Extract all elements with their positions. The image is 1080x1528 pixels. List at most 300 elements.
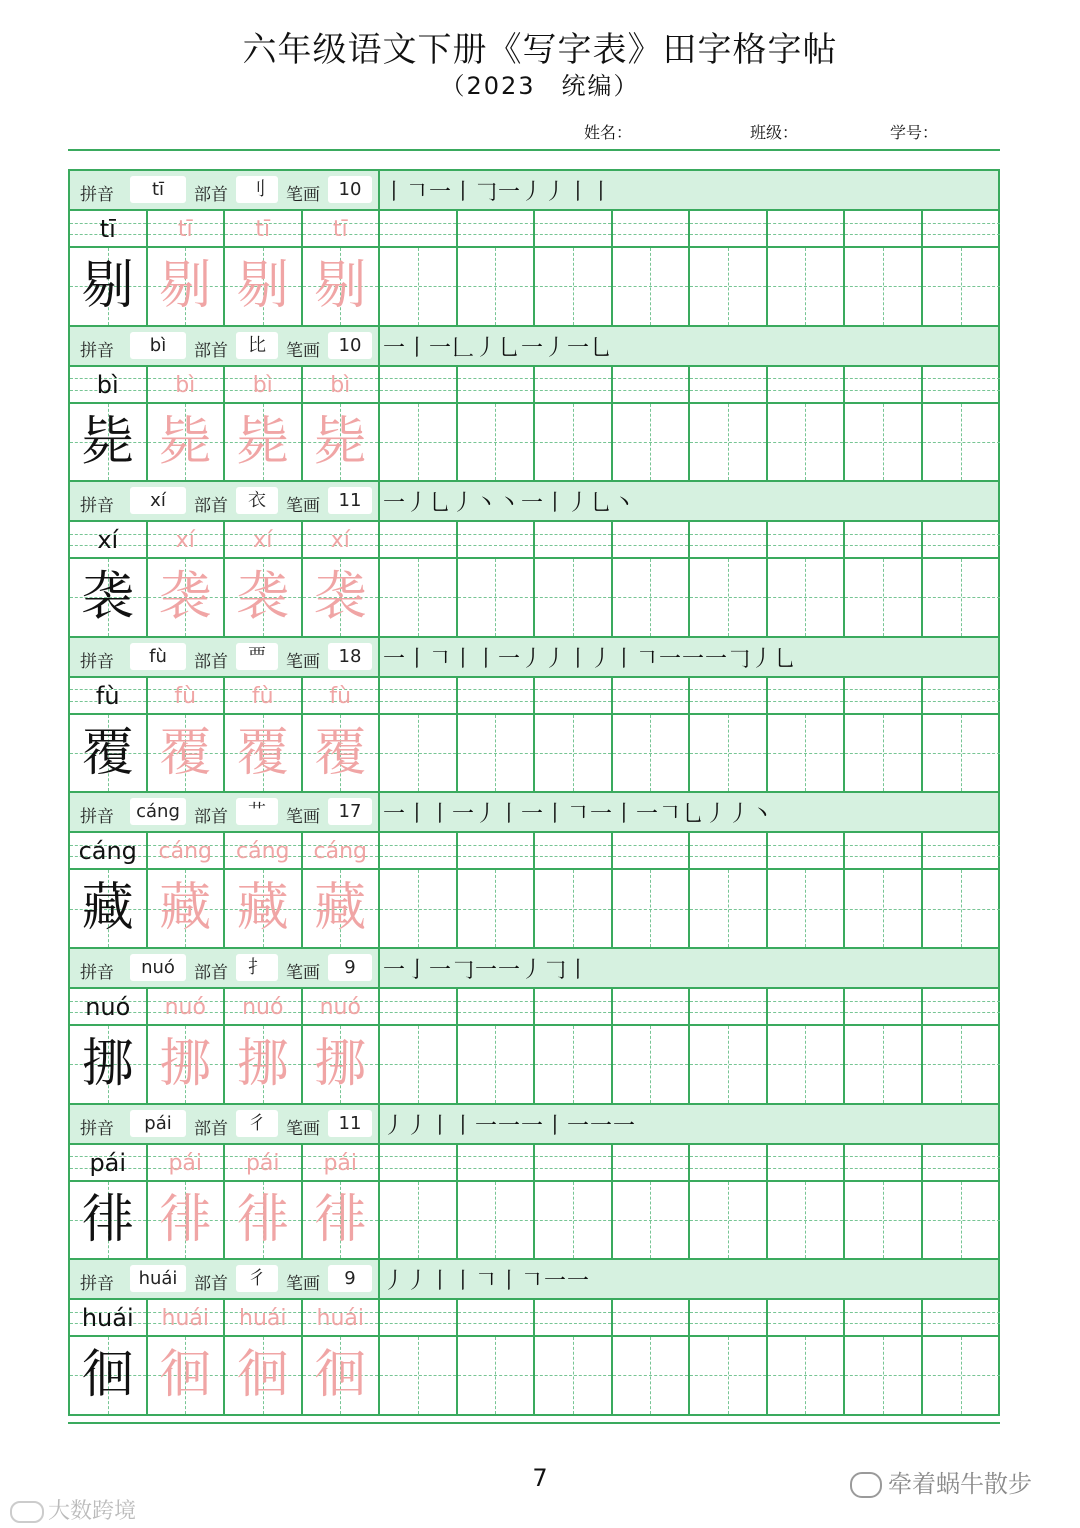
tianzige-blank-cell[interactable]: [768, 715, 846, 792]
tianzige-blank-cell[interactable]: [458, 248, 536, 325]
pinyin-trace-cell: [303, 522, 381, 557]
character-block: [68, 1105, 1000, 1261]
character-info-bar: [70, 638, 998, 678]
pinyin-blank-cell[interactable]: [458, 833, 536, 868]
tianzige-blank-cell[interactable]: [613, 715, 691, 792]
stroke-count-value: 10: [328, 176, 372, 203]
pinyin-label: 拼音: [80, 1274, 114, 1295]
tianzige-blank-cell[interactable]: [923, 715, 1001, 792]
watermark-left: [10, 1494, 136, 1525]
pinyin-label: 拼音: [80, 496, 114, 517]
watermark-right-text: 牵着蜗牛散步: [888, 1470, 1032, 1498]
pinyin-trace-cell: [303, 1300, 381, 1335]
character-block: [68, 171, 1000, 327]
watermark-left-text: 大数跨境: [48, 1499, 137, 1524]
pinyin-trace-cell: [148, 833, 226, 868]
tianzige-blank-cell[interactable]: [380, 1026, 458, 1103]
pinyin-practice-row: [70, 211, 998, 248]
pinyin-blank-cell[interactable]: [845, 1300, 923, 1335]
pinyin-blank-cell[interactable]: [923, 678, 1001, 713]
pinyin-value: fù: [130, 643, 186, 670]
hanzi-trace: 覆: [236, 722, 289, 783]
stroke-order-sequence: [383, 797, 774, 828]
hanzi-trace: 徊: [159, 1345, 212, 1406]
tianzige-blank-cell[interactable]: [923, 559, 1001, 636]
hanzi-trace-cell: [303, 404, 381, 481]
tianzige-blank-cell[interactable]: [535, 248, 613, 325]
pinyin-trace: tī: [177, 217, 193, 242]
hanzi-model: 挪: [81, 1033, 134, 1094]
pinyin-trace: nuó: [242, 994, 284, 1020]
pinyin-blank-cell[interactable]: [458, 1300, 536, 1335]
tianzige-blank-cell[interactable]: [535, 715, 613, 792]
pinyin-blank-cell[interactable]: [923, 989, 1001, 1024]
tianzige-blank-cell[interactable]: [923, 248, 1001, 325]
info-panel: [70, 638, 380, 676]
pinyin-trace-cell: [225, 1145, 303, 1180]
hanzi-model: 徘: [81, 1189, 134, 1250]
pinyin-trace-cell: [225, 522, 303, 557]
header-divider: [68, 149, 1000, 151]
pinyin-trace: fù: [251, 683, 274, 709]
watermark-right: [850, 1464, 1032, 1499]
hanzi-trace: 徘: [159, 1189, 212, 1250]
hanzi-model-cell: [70, 870, 148, 947]
tianzige-blank-cell[interactable]: [690, 1182, 768, 1259]
stroke-order-text: 一亅一𠃌一一丿𠃌丨: [383, 957, 591, 983]
pinyin-blank-cell[interactable]: [845, 367, 923, 402]
tianzige-blank-cell[interactable]: [458, 404, 536, 481]
pinyin-blank-cell[interactable]: [845, 678, 923, 713]
pinyin-blank-cell[interactable]: [535, 678, 613, 713]
pinyin-blank-cell[interactable]: [380, 1300, 458, 1335]
strokes-label: 笔画: [286, 340, 320, 361]
tianzige-blank-cell[interactable]: [923, 1182, 1001, 1259]
hanzi-trace-cell: [225, 248, 303, 325]
tianzige-blank-cell[interactable]: [923, 870, 1001, 947]
pinyin-blank-cell[interactable]: [845, 522, 923, 557]
pinyin-model: cáng: [78, 837, 137, 866]
class-field-label: 班级：: [750, 123, 799, 142]
hanzi-trace: 徘: [236, 1189, 289, 1250]
hanzi-model: 毙: [81, 411, 134, 472]
weibo-icon: [10, 1501, 44, 1523]
pinyin-value: huái: [130, 1265, 186, 1292]
tianzige-blank-cell[interactable]: [768, 870, 846, 947]
pinyin-trace: nuó: [319, 994, 361, 1020]
tianzige-blank-cell[interactable]: [458, 1337, 536, 1414]
stroke-order-sequence: [383, 642, 797, 673]
pinyin-trace-cell: [303, 1145, 381, 1180]
tianzige-blank-cell[interactable]: [768, 248, 846, 325]
strokes-label: 笔画: [286, 1118, 320, 1139]
pinyin-trace-cell: [303, 211, 381, 246]
page-number: 7: [532, 1464, 548, 1492]
pinyin-blank-cell[interactable]: [613, 989, 691, 1024]
pinyin-blank-cell[interactable]: [845, 211, 923, 246]
tianzige-blank-cell[interactable]: [380, 1337, 458, 1414]
character-info-bar: [70, 949, 998, 989]
pinyin-blank-cell[interactable]: [845, 833, 923, 868]
hanzi-trace: 徊: [314, 1345, 367, 1406]
pinyin-trace-cell: [148, 678, 226, 713]
tianzige-blank-cell[interactable]: [380, 404, 458, 481]
stroke-order-sequence: [383, 953, 590, 984]
tianzige-blank-cell[interactable]: [380, 248, 458, 325]
tianzige-blank-cell[interactable]: [845, 248, 923, 325]
tianzige-blank-cell[interactable]: [845, 1182, 923, 1259]
pinyin-trace-cell: [148, 1145, 226, 1180]
tianzige-blank-cell[interactable]: [613, 1026, 691, 1103]
tianzige-blank-cell[interactable]: [690, 1026, 768, 1103]
practice-sheet: [68, 169, 1000, 1424]
hanzi-trace: 徊: [236, 1345, 289, 1406]
pinyin-trace-cell: [303, 989, 381, 1024]
character-practice-row: [70, 1026, 998, 1105]
pinyin-blank-cell[interactable]: [923, 833, 1001, 868]
pinyin-trace-cell: [225, 833, 303, 868]
pinyin-trace: cáng: [158, 839, 212, 865]
pinyin-blank-cell[interactable]: [690, 678, 768, 713]
pinyin-blank-cell[interactable]: [768, 833, 846, 868]
pinyin-blank-cell[interactable]: [458, 522, 536, 557]
tianzige-blank-cell[interactable]: [845, 1026, 923, 1103]
pinyin-blank-cell[interactable]: [690, 1145, 768, 1180]
pinyin-trace: xí: [253, 528, 273, 554]
pinyin-blank-cell[interactable]: [768, 989, 846, 1024]
tianzige-blank-cell[interactable]: [690, 248, 768, 325]
pinyin-blank-cell[interactable]: [458, 678, 536, 713]
pinyin-blank-cell[interactable]: [690, 989, 768, 1024]
pinyin-blank-cell[interactable]: [613, 1145, 691, 1180]
hanzi-trace-cell: [303, 1337, 381, 1414]
pinyin-blank-cell[interactable]: [458, 989, 536, 1024]
tianzige-blank-cell[interactable]: [690, 1337, 768, 1414]
character-block: [68, 327, 1000, 483]
tianzige-blank-cell[interactable]: [535, 870, 613, 947]
tianzige-blank-cell[interactable]: [535, 1182, 613, 1259]
pinyin-blank-cell[interactable]: [535, 367, 613, 402]
hanzi-trace-cell: [225, 715, 303, 792]
hanzi-trace: 藏: [236, 878, 289, 939]
character-info-bar: [70, 1260, 998, 1300]
tianzige-blank-cell[interactable]: [690, 715, 768, 792]
hanzi-trace-cell: [225, 559, 303, 636]
tianzige-blank-cell[interactable]: [768, 1026, 846, 1103]
pinyin-trace: bì: [330, 372, 351, 398]
pinyin-model-cell: [70, 211, 148, 246]
hanzi-trace: 袭: [236, 567, 289, 628]
pinyin-practice-row: [70, 678, 998, 715]
hanzi-model-cell: [70, 1337, 148, 1414]
hanzi-model-cell: [70, 559, 148, 636]
hanzi-trace: 挪: [159, 1033, 212, 1094]
character-practice-row: [70, 248, 998, 327]
tianzige-blank-cell[interactable]: [845, 559, 923, 636]
hanzi-trace: 徘: [314, 1189, 367, 1250]
pinyin-model: pái: [89, 1148, 127, 1177]
hanzi-trace: 袭: [314, 567, 367, 628]
tianzige-blank-cell[interactable]: [613, 404, 691, 481]
pinyin-model: bì: [96, 370, 119, 399]
pinyin-blank-cell[interactable]: [768, 1300, 846, 1335]
character-info-bar: [70, 793, 998, 833]
radical-label: 部首: [194, 340, 228, 361]
info-panel: [70, 171, 380, 209]
hanzi-model-cell: [70, 404, 148, 481]
hanzi-trace-cell: [148, 404, 226, 481]
hanzi-trace: 藏: [159, 878, 212, 939]
info-panel: [70, 949, 380, 987]
tianzige-blank-cell[interactable]: [380, 870, 458, 947]
pinyin-blank-cell[interactable]: [690, 211, 768, 246]
tianzige-blank-cell[interactable]: [690, 870, 768, 947]
stroke-count-value: 11: [328, 487, 372, 514]
pinyin-blank-cell[interactable]: [923, 1300, 1001, 1335]
pinyin-blank-cell[interactable]: [535, 211, 613, 246]
pinyin-trace: cáng: [313, 839, 367, 865]
hanzi-trace-cell: [148, 715, 226, 792]
pinyin-trace: huái: [316, 1306, 364, 1332]
pinyin-blank-cell[interactable]: [535, 1145, 613, 1180]
info-panel: [70, 1105, 380, 1143]
pinyin-blank-cell[interactable]: [768, 1145, 846, 1180]
tianzige-blank-cell[interactable]: [845, 404, 923, 481]
character-practice-row: [70, 404, 998, 483]
tianzige-blank-cell[interactable]: [458, 1026, 536, 1103]
pinyin-blank-cell[interactable]: [768, 367, 846, 402]
tianzige-blank-cell[interactable]: [613, 870, 691, 947]
pinyin-blank-cell[interactable]: [690, 833, 768, 868]
tianzige-blank-cell[interactable]: [380, 1182, 458, 1259]
pinyin-blank-cell[interactable]: [690, 522, 768, 557]
tianzige-blank-cell[interactable]: [768, 1337, 846, 1414]
pinyin-label: 拼音: [80, 962, 114, 983]
pinyin-model-cell: [70, 1300, 148, 1335]
pinyin-value: xí: [130, 487, 186, 514]
pinyin-blank-cell[interactable]: [380, 1145, 458, 1180]
tianzige-blank-cell[interactable]: [690, 404, 768, 481]
pinyin-value: tī: [130, 176, 186, 203]
tianzige-blank-cell[interactable]: [380, 715, 458, 792]
wechat-icon: [850, 1472, 882, 1498]
hanzi-model: 藏: [81, 878, 134, 939]
hanzi-trace-cell: [303, 1182, 381, 1259]
stroke-order-text: 一丨𠃍丨丨一丿丿丨丿丨𠃍一一一𠃌丿乚: [383, 646, 798, 672]
tianzige-blank-cell[interactable]: [380, 559, 458, 636]
tianzige-blank-cell[interactable]: [923, 1026, 1001, 1103]
pinyin-model: huái: [81, 1304, 134, 1333]
radical-label: 部首: [194, 185, 228, 205]
pinyin-blank-cell[interactable]: [535, 1300, 613, 1335]
pinyin-practice-row: [70, 522, 998, 559]
pinyin-trace-cell: [303, 367, 381, 402]
hanzi-trace: 藏: [314, 878, 367, 939]
stroke-order-sequence: [383, 175, 613, 206]
hanzi-model: 剔: [81, 256, 134, 316]
tianzige-blank-cell[interactable]: [535, 559, 613, 636]
hanzi-model: 袭: [81, 567, 134, 628]
tianzige-blank-cell[interactable]: [535, 404, 613, 481]
pinyin-blank-cell[interactable]: [380, 211, 458, 246]
pinyin-blank-cell[interactable]: [458, 211, 536, 246]
pinyin-trace-cell: [148, 989, 226, 1024]
tianzige-blank-cell[interactable]: [768, 404, 846, 481]
hanzi-trace-cell: [303, 248, 381, 325]
pinyin-blank-cell[interactable]: [613, 833, 691, 868]
radical-value: 扌: [236, 954, 278, 981]
tianzige-blank-cell[interactable]: [768, 1182, 846, 1259]
character-block: [68, 793, 1000, 949]
character-practice-row: [70, 1337, 998, 1416]
character-practice-row: [70, 715, 998, 794]
pinyin-value: cáng: [130, 798, 186, 825]
pinyin-blank-cell[interactable]: [613, 678, 691, 713]
tianzige-blank-cell[interactable]: [458, 559, 536, 636]
hanzi-trace: 覆: [314, 722, 367, 783]
hanzi-trace-cell: [148, 1182, 226, 1259]
radical-value: 比: [236, 332, 278, 359]
pinyin-model-cell: [70, 1145, 148, 1180]
tianzige-blank-cell[interactable]: [613, 1337, 691, 1414]
hanzi-model: 徊: [81, 1345, 134, 1406]
pinyin-blank-cell[interactable]: [380, 678, 458, 713]
radical-label: 部首: [194, 1118, 228, 1139]
pinyin-trace-cell: [225, 367, 303, 402]
pinyin-blank-cell[interactable]: [690, 367, 768, 402]
character-block: [68, 482, 1000, 638]
hanzi-trace: 挪: [314, 1033, 367, 1094]
pinyin-trace: pái: [168, 1150, 203, 1176]
pinyin-blank-cell[interactable]: [845, 1145, 923, 1180]
tianzige-blank-cell[interactable]: [923, 1337, 1001, 1414]
pinyin-blank-cell[interactable]: [380, 989, 458, 1024]
pinyin-trace: fù: [329, 683, 352, 709]
tianzige-blank-cell[interactable]: [458, 870, 536, 947]
pinyin-trace-cell: [225, 989, 303, 1024]
pinyin-blank-cell[interactable]: [458, 1145, 536, 1180]
tianzige-blank-cell[interactable]: [613, 559, 691, 636]
hanzi-trace-cell: [225, 870, 303, 947]
strokes-label: 笔画: [286, 807, 320, 828]
pinyin-label: 拼音: [80, 1118, 114, 1139]
pinyin-trace-cell: [225, 211, 303, 246]
pinyin-blank-cell[interactable]: [613, 522, 691, 557]
hanzi-trace: 剔: [159, 256, 212, 316]
radical-value: 覀: [236, 643, 278, 670]
stroke-order-sequence: [383, 486, 636, 517]
pinyin-blank-cell[interactable]: [768, 678, 846, 713]
tianzige-blank-cell[interactable]: [535, 1026, 613, 1103]
hanzi-trace-cell: [303, 1026, 381, 1103]
hanzi-trace-cell: [303, 559, 381, 636]
hanzi-trace-cell: [225, 1026, 303, 1103]
pinyin-value: nuó: [130, 954, 186, 981]
hanzi-model: 覆: [81, 722, 134, 783]
tianzige-blank-cell[interactable]: [535, 1337, 613, 1414]
tianzige-blank-cell[interactable]: [458, 715, 536, 792]
tianzige-blank-cell[interactable]: [845, 870, 923, 947]
pinyin-model: nuó: [85, 992, 131, 1021]
pinyin-blank-cell[interactable]: [613, 211, 691, 246]
pinyin-practice-row: [70, 989, 998, 1026]
pinyin-blank-cell[interactable]: [380, 833, 458, 868]
pinyin-blank-cell[interactable]: [613, 1300, 691, 1335]
pinyin-blank-cell[interactable]: [923, 367, 1001, 402]
pinyin-trace: bì: [175, 372, 196, 398]
pinyin-trace-cell: [148, 1300, 226, 1335]
pinyin-blank-cell[interactable]: [380, 367, 458, 402]
pinyin-blank-cell[interactable]: [535, 989, 613, 1024]
strokes-label: 笔画: [286, 496, 320, 517]
radical-value: 彳: [236, 1265, 278, 1292]
hanzi-trace: 剔: [236, 256, 289, 316]
tianzige-blank-cell[interactable]: [768, 559, 846, 636]
strokes-label: 笔画: [286, 651, 320, 672]
character-info-bar: [70, 1105, 998, 1145]
pinyin-blank-cell[interactable]: [923, 1145, 1001, 1180]
pinyin-blank-cell[interactable]: [923, 522, 1001, 557]
pinyin-trace: huái: [161, 1306, 209, 1332]
tianzige-blank-cell[interactable]: [845, 1337, 923, 1414]
tianzige-blank-cell[interactable]: [613, 1182, 691, 1259]
hanzi-trace: 挪: [236, 1033, 289, 1094]
pinyin-trace: xí: [175, 528, 195, 554]
character-block: [68, 638, 1000, 794]
pinyin-blank-cell[interactable]: [768, 522, 846, 557]
radical-label: 部首: [194, 962, 228, 983]
character-practice-row: [70, 1182, 998, 1261]
stroke-order-text: 一丨丨一丿丨一丨𠃍一丨一𠃍乚丿丿丶: [383, 802, 775, 828]
pinyin-blank-cell[interactable]: [535, 522, 613, 557]
pinyin-blank-cell[interactable]: [923, 211, 1001, 246]
pinyin-blank-cell[interactable]: [458, 367, 536, 402]
pinyin-trace: pái: [245, 1150, 280, 1176]
tianzige-blank-cell[interactable]: [923, 404, 1001, 481]
pinyin-blank-cell[interactable]: [613, 367, 691, 402]
page-subtitle: （2023 统编）: [440, 72, 640, 100]
pinyin-blank-cell[interactable]: [380, 522, 458, 557]
pinyin-model: tī: [99, 215, 116, 243]
pinyin-practice-row: [70, 367, 998, 404]
tianzige-blank-cell[interactable]: [845, 715, 923, 792]
pinyin-blank-cell[interactable]: [845, 989, 923, 1024]
pinyin-model-cell: [70, 833, 148, 868]
pinyin-blank-cell[interactable]: [535, 833, 613, 868]
hanzi-trace-cell: [303, 715, 381, 792]
radical-value: 彳: [236, 1110, 278, 1137]
tianzige-blank-cell[interactable]: [690, 559, 768, 636]
pinyin-trace-cell: [148, 367, 226, 402]
pinyin-label: 拼音: [80, 651, 114, 672]
tianzige-blank-cell[interactable]: [613, 248, 691, 325]
hanzi-model-cell: [70, 248, 148, 325]
pinyin-trace: bì: [252, 372, 273, 398]
radical-value: 艹: [236, 798, 278, 825]
tianzige-blank-cell[interactable]: [458, 1182, 536, 1259]
name-field-label: 姓名：: [584, 123, 633, 142]
pinyin-blank-cell[interactable]: [768, 211, 846, 246]
strokes-label: 笔画: [286, 185, 320, 205]
pinyin-value: bì: [130, 332, 186, 359]
pinyin-trace: huái: [239, 1306, 287, 1332]
pinyin-trace: tī: [332, 217, 348, 242]
hanzi-trace-cell: [148, 1026, 226, 1103]
info-panel: [70, 482, 380, 520]
hanzi-trace: 毙: [159, 411, 212, 472]
pinyin-blank-cell[interactable]: [690, 1300, 768, 1335]
pinyin-trace-cell: [225, 678, 303, 713]
